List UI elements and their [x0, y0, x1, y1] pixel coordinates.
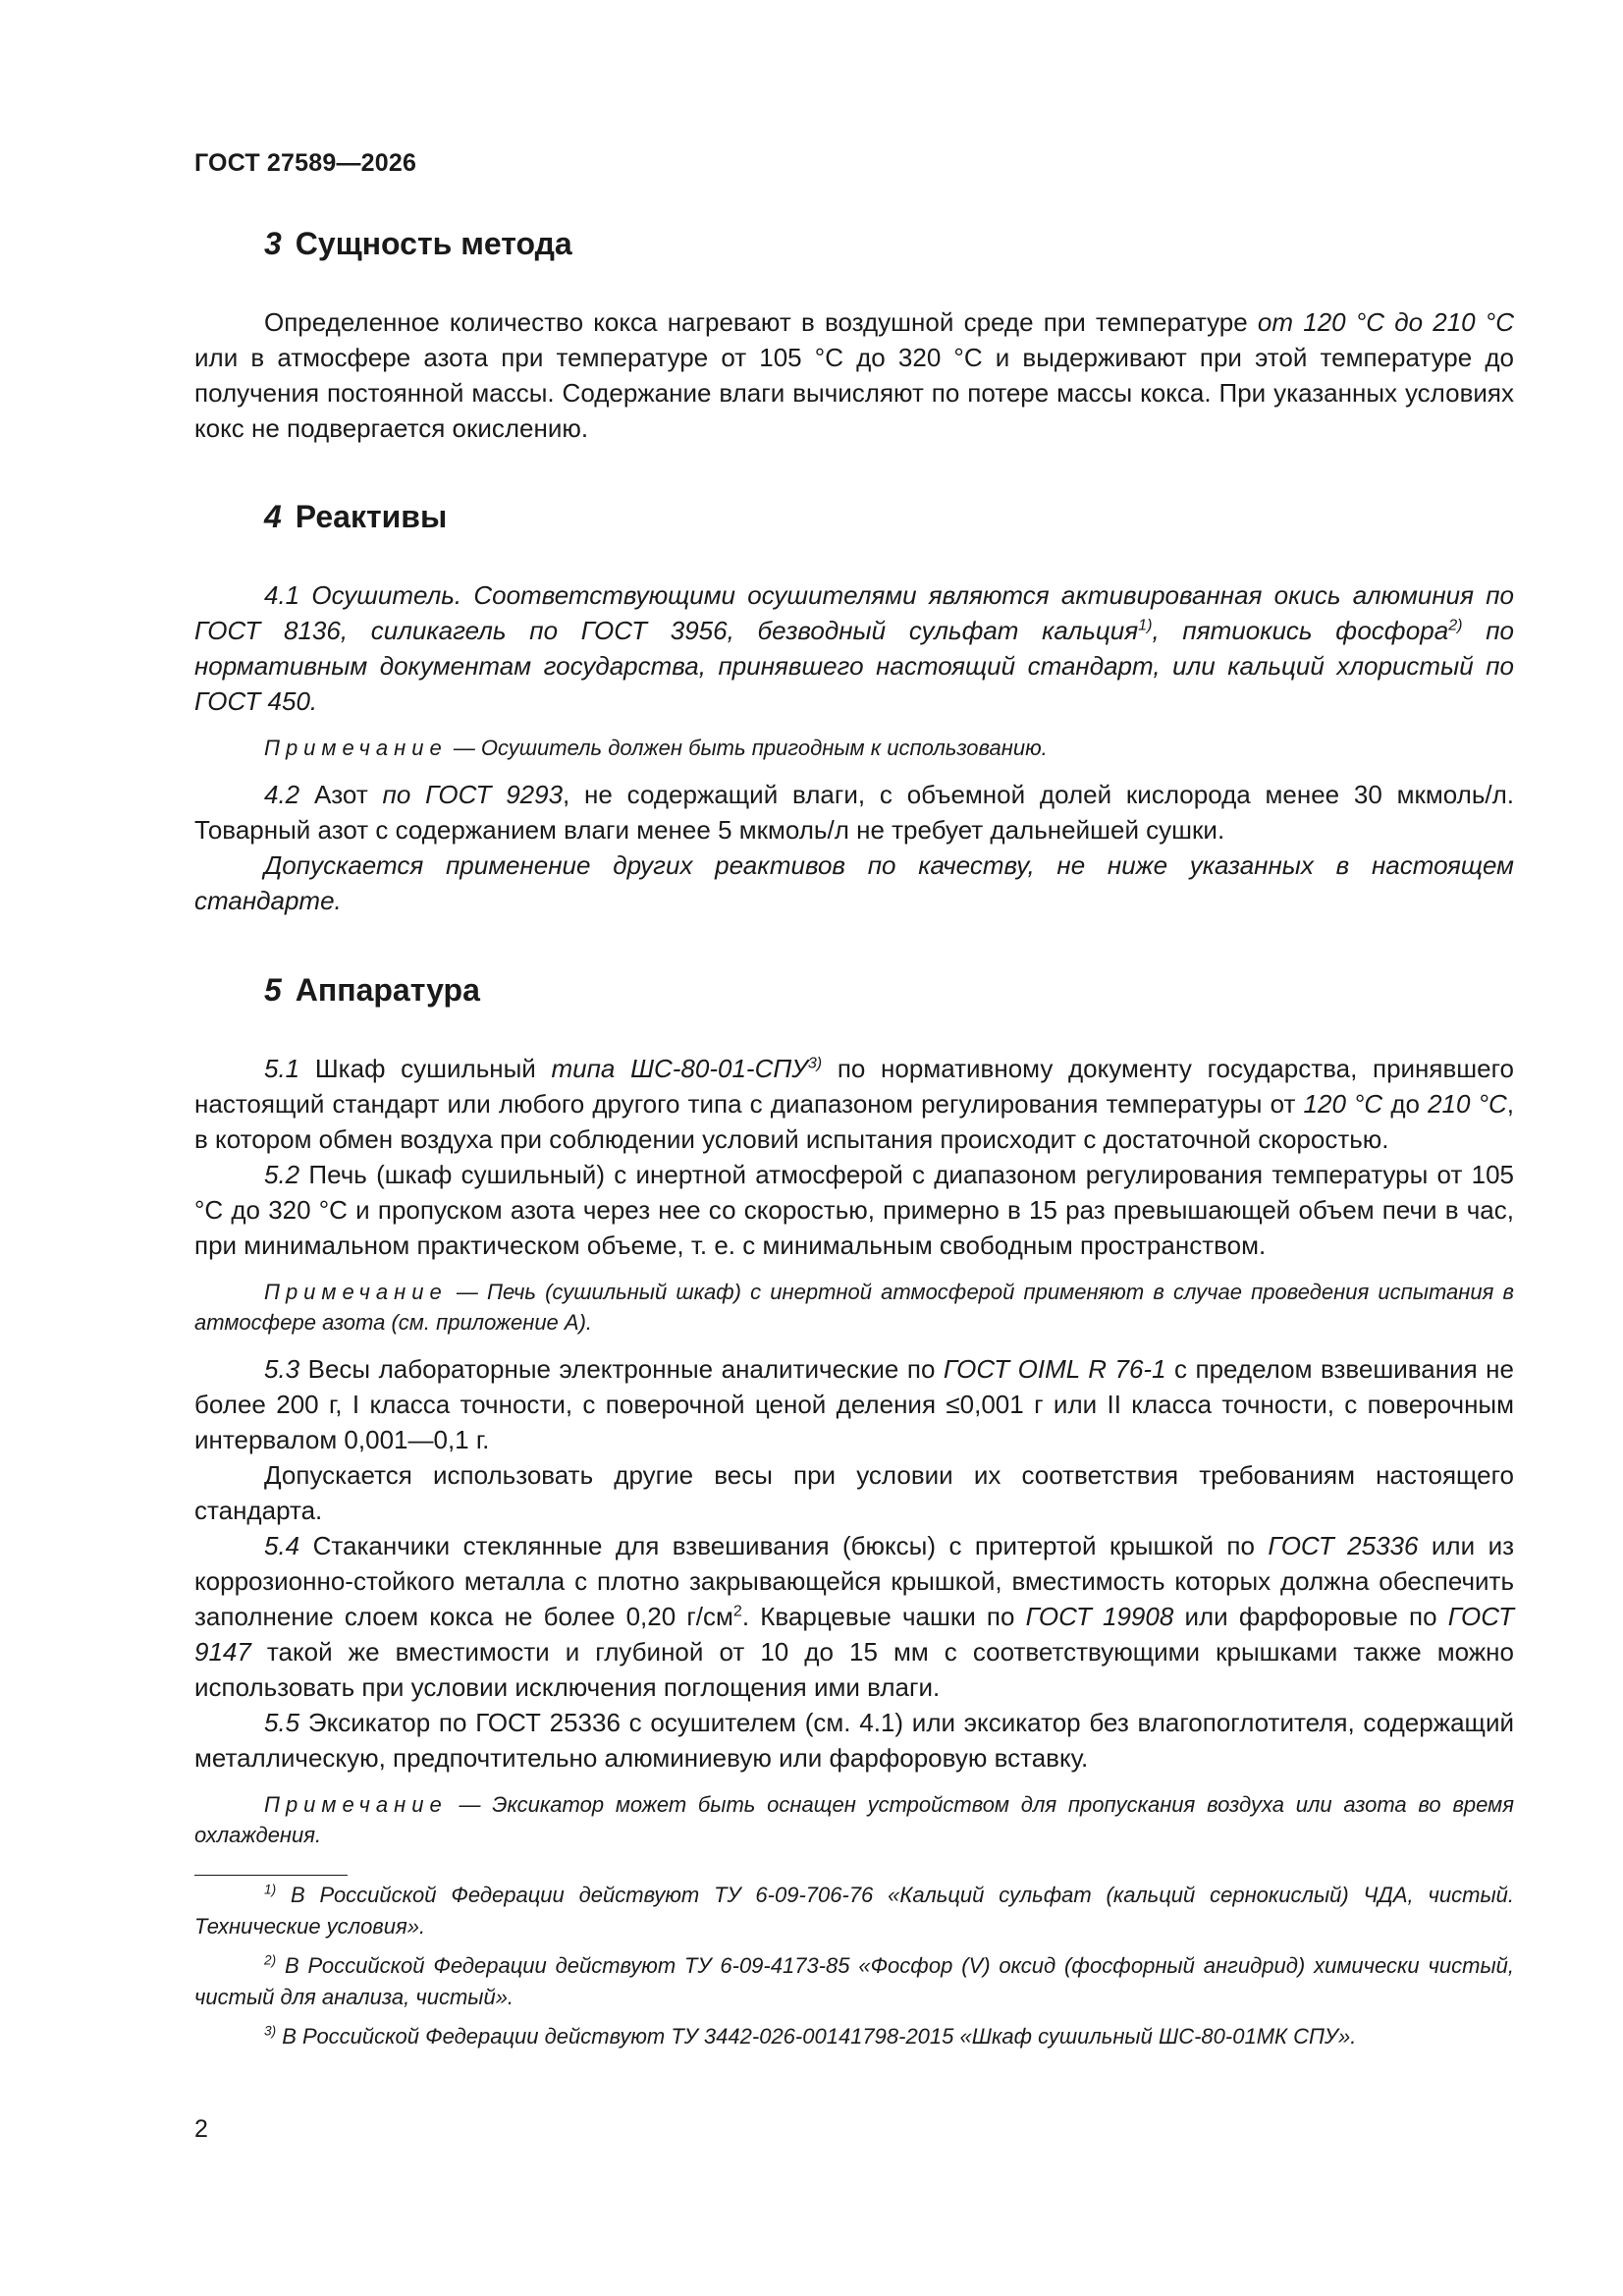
text-run: Определенное количество кокса нагревают в воздушной среде при температуре [264, 307, 1258, 337]
section-3-paragraph [194, 304, 1514, 446]
unit-exponent: 2 [732, 1602, 742, 1620]
note-5-5 [194, 1789, 1514, 1850]
standard-reference: ГОСТ 25336 [1268, 1531, 1419, 1560]
footnote-ref-1: 1) [1138, 616, 1153, 634]
note-label: Примечание [264, 736, 448, 760]
clause-number: 5.5 [264, 1708, 300, 1737]
note-text: — Эксикатор может быть оснащен устройством для пропускания воздуха или азота во время охлаждения. [194, 1792, 1514, 1847]
clause-5-3 [194, 1351, 1514, 1457]
section-3-heading [194, 224, 1514, 263]
temperature-value: 120 °C [1303, 1089, 1383, 1119]
text-run: такой же вместимости и глубиной от 10 до 15 мм с соответствующими крышками также можно использовать при условии исключения поглощения ими влаги. [194, 1637, 1514, 1702]
section-5-heading [194, 970, 1514, 1010]
text-run: по нормативному документу государства, принявшего настоящий стандарт или любого другого типа с диапазоном регулирования температуры от [194, 1054, 1514, 1119]
footnote-1 [194, 1880, 1514, 1942]
section-4-heading [194, 497, 1514, 536]
page-number: 2 [194, 2115, 208, 2143]
footnote-mark: 1) [264, 1882, 277, 1897]
clause-4-1 [194, 577, 1514, 719]
text-run: по нормативным документам государства, принявшего настоящий стандарт, или кальций хлористый по ГОСТ 450. [194, 616, 1514, 716]
footnote-text: В Российской Федерации действуют ТУ 6-09-4173-85 «Фосфор (V) оксид (фосфорный ангидрид) химически чистый, чистый для анализа, чистый». [194, 1953, 1514, 2009]
temperature-range: от 120 °C до 210 °C [1257, 307, 1514, 337]
section-4 [194, 497, 1514, 918]
footnotes [194, 1880, 1514, 2060]
clause-5-2 [194, 1157, 1514, 1263]
text-run: Эксикатор по ГОСТ 25336 с осушителем (см. 4.1) или эксикатор без влагопоглотителя, содержащий металлическую, предпочтительно алюминиевую или фарфоровую вставку. [194, 1708, 1514, 1773]
clause-number: 5.1 [264, 1054, 300, 1083]
text-run: Стаканчики стеклянные для взвешивания (бюксы) с притертой крышкой по [299, 1531, 1269, 1560]
clause-number: 5.2 [264, 1160, 300, 1189]
footnote-3 [194, 2021, 1514, 2052]
standard-reference: ГОСТ OIML R 76-1 [943, 1354, 1166, 1384]
clause-5-4 [194, 1528, 1514, 1705]
footnote-text: В Российской Федерации действуют ТУ 6-09-706-76 «Кальций сульфат (кальций сернокислый) ЧДА, чистый. Технические условия». [194, 1883, 1514, 1939]
text-run: , в котором обмен воздуха при соблюдении условий испытания происходит с достаточной скоростью. [194, 1089, 1515, 1154]
section-5-title: Аппаратура [295, 972, 480, 1008]
section-3-number: 3 [264, 226, 282, 261]
footnote-separator [194, 1875, 348, 1876]
section-4-number: 4 [264, 499, 282, 534]
note-4-1 [194, 733, 1514, 763]
text-run: , пятиокись фосфора [1152, 616, 1449, 645]
standard-reference: ГОСТ 19908 [1025, 1602, 1174, 1631]
text-run: с пределом взвешивания не более 200 г, I класса точности, с поверочной ценой деления ≤0,001 г или II класса точности, с поверочным интервалом 0,001—0,1 г. [194, 1354, 1514, 1454]
section-3 [194, 224, 1514, 446]
text-run: Шкаф сушильный [299, 1054, 552, 1083]
text-run: или из коррозионно-стойкого металла с плотно закрывающейся крышкой, вместимость которых должна обеспечить заполнение слоем кокса не более 0,20 г/см [194, 1531, 1515, 1631]
note-text: — Печь (сушильный шкаф) с инертной атмосферой применяют в случае проведения испытания в атмосфере азота (см. приложение А). [194, 1280, 1514, 1335]
note-label: Примечание [264, 1792, 448, 1817]
standard-reference: по ГОСТ 9293 [382, 780, 564, 809]
note-text: — Осушитель должен быть пригодным к использованию. [447, 736, 1048, 760]
clause-number: 4.2 [264, 780, 300, 809]
standard-reference: ГОСТ 9147 [194, 1602, 1514, 1667]
section-5-number: 5 [264, 972, 282, 1008]
temperature-value: 210 °C [1428, 1089, 1507, 1119]
clause-4-2-note: Допускается применение других реактивов по качеству, не ниже указанных в настоящем стандарте. [194, 850, 1514, 915]
text-run: , не содержащий влаги, с объемной долей кислорода менее 30 мкмоль/л. Товарный азот с содержанием влаги менее 5 мкмоль/л не требует дальнейшей сушки. [194, 780, 1514, 845]
footnote-text: В Российской Федерации действуют ТУ 3442-026-00141798-2015 «Шкаф сушильный ШС-80-01МК СПУ». [276, 2024, 1357, 2049]
text-run: Печь (шкаф сушильный) с инертной атмосферой с диапазоном регулирования температуры от 105 °C до 320 °C и пропуском азота через нее со скоростью, примерно в 15 раз превышающей объем печи в час, при минимальном практическом объеме, т. е. с минимальным свободным пространством. [194, 1160, 1514, 1260]
section-4-title: Реактивы [295, 499, 448, 534]
clause-5-5 [194, 1705, 1514, 1776]
text-run: до [1382, 1089, 1429, 1119]
text-run: Азот [299, 780, 383, 809]
section-3-title: Сущность метода [295, 226, 572, 261]
clause-5-3-permission: Допускается использовать другие весы при условии их соответствия требованиям настоящего стандарта. [194, 1460, 1514, 1525]
note-label: Примечание [264, 1280, 448, 1304]
document-id: ГОСТ 27589—2026 [194, 149, 417, 177]
footnote-ref-2: 2) [1448, 616, 1463, 634]
clause-5-1 [194, 1051, 1514, 1157]
equipment-type: типа ШС-80-01-СПУ [551, 1054, 808, 1083]
footnote-mark: 2) [264, 1952, 277, 1968]
footnote-2 [194, 1950, 1514, 2013]
text-run: или фарфоровые по [1173, 1602, 1448, 1631]
section-5 [194, 970, 1514, 1850]
footnote-ref-3: 3) [807, 1054, 823, 1072]
clause-4-2 [194, 777, 1514, 847]
footnote-mark: 3) [264, 2023, 277, 2039]
text-run: 4.1 Осушитель. Соответствующими осушителями являются активированная окись алюминия по ГОСТ 8136, силикагель по ГОСТ 3956, безводный сульфат кальция [194, 580, 1514, 645]
clause-number: 5.4 [264, 1531, 300, 1560]
note-5-2 [194, 1277, 1514, 1338]
text-run: . Кварцевые чашки по [741, 1602, 1026, 1631]
text-run: или в атмосфере азота при температуре от 105 °C до 320 °C и выдерживают при этой температуре до получения постоянной массы. Содержание влаги вычисляют по потере массы кокса. При указанных условиях кокс не подвергается окислению. [194, 343, 1514, 443]
text-run: Весы лабораторные электронные аналитические по [299, 1354, 944, 1384]
clause-number: 5.3 [264, 1354, 300, 1384]
